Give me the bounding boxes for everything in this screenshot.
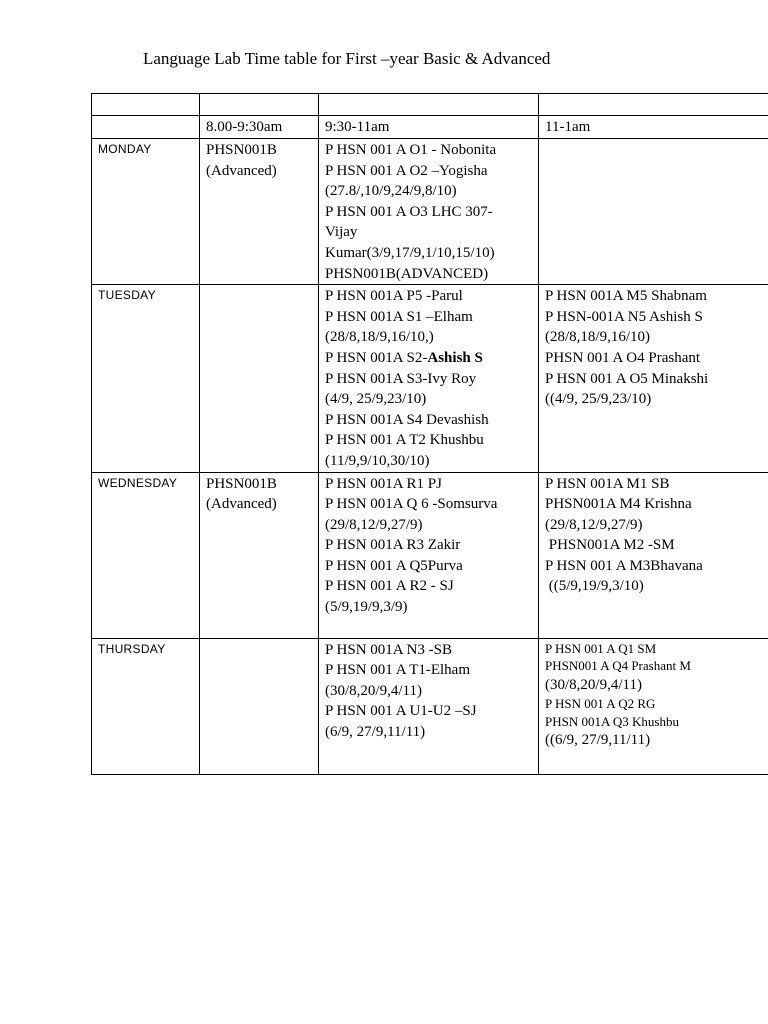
- wednesday-slot-1: [200, 472, 319, 638]
- thursday-slot-1: [200, 638, 319, 774]
- class-entry: Kumar(3/9,17/9,1/10,15/10): [325, 244, 495, 261]
- class-entry: PHSN001 A Q4 Prashant M: [545, 658, 691, 673]
- empty-cell: [319, 94, 539, 116]
- class-dates: (29/8,12/9,27/9): [545, 516, 643, 533]
- class-entry: P HSN 001 A Q1 SM: [545, 640, 657, 656]
- class-dates: (4/9, 25/9,23/10): [325, 391, 427, 408]
- class-entry: P HSN 001 A Q5Purva: [325, 557, 463, 574]
- wednesday-slot-2: [319, 472, 539, 638]
- class-entry: P HSN 001A M1 SB: [545, 475, 670, 492]
- thursday-slot-3: [539, 638, 768, 774]
- day-label-thursday: THURSDAY: [92, 638, 200, 774]
- class-entry: P HSN 001A S1 –Elham: [325, 308, 473, 325]
- empty-cell: [539, 94, 768, 116]
- day-label-wednesday: WEDNESDAY: [92, 472, 200, 638]
- row-monday: [92, 139, 768, 285]
- class-entry: P HSN 001 A U1-U2 –SJ: [325, 703, 477, 720]
- row-wednesday: [92, 472, 768, 638]
- class-entry: P HSN 001 A O2 –Yogisha: [325, 162, 488, 179]
- class-dates: (30/8,20/9,4/11): [325, 682, 422, 699]
- class-dates: (11/9,9/10,30/10): [325, 452, 430, 469]
- row-tuesday: [92, 285, 768, 472]
- class-entry: P HSN 001 A O5 Minakshi: [545, 370, 709, 387]
- class-entry: P HSN 001A P5 -Parul: [325, 288, 463, 305]
- instructor-name: Ashish S: [427, 349, 483, 366]
- header-slot-1: 8.00-9:30am: [200, 116, 319, 139]
- class-dates: (28/8,18/9,16/10): [545, 329, 650, 346]
- wednesday-slot-3: [539, 472, 768, 638]
- class-entry: PHSN 001 A O4 Prashant: [545, 349, 701, 366]
- class-dates: ((5/9,19/9,3/10): [545, 578, 644, 595]
- timetable-grid: [91, 93, 768, 775]
- class-dates: ((6/9, 27/9,11/11): [545, 732, 651, 749]
- class-entry: P HSN 001 A T2 Khushbu: [325, 432, 484, 449]
- class-entry: P HSN 001A R3 Zakir: [325, 537, 461, 554]
- day-label-tuesday: TUESDAY: [92, 285, 200, 472]
- tuesday-slot-1: [200, 285, 319, 472]
- class-entry: PHSN001A M2 -SM: [545, 537, 675, 554]
- monday-slot-2: [319, 139, 539, 285]
- row-thursday: [92, 638, 768, 774]
- header-slot-3: 11-1am: [539, 116, 768, 139]
- class-entry: P HSN 001 A M3Bhavana: [545, 557, 703, 574]
- tuesday-slot-3: [539, 285, 768, 472]
- class-entry: P HSN 001 A O3 LHC 307-: [325, 203, 493, 220]
- class-entry: P HSN 001A N3 -SB: [325, 641, 452, 658]
- class-entry: PHSN 001A Q3 Khushbu: [545, 713, 679, 729]
- class-dates: (27.8/,10/9,24/9,8/10): [325, 183, 457, 200]
- timetable: [91, 93, 768, 775]
- class-entry: PHSN001B(ADVANCED): [325, 265, 489, 282]
- class-entry: P HSN 001 A O1 - Nobonita: [325, 142, 497, 158]
- class-entry: Vijay: [325, 224, 358, 241]
- class-entry: [325, 348, 532, 369]
- class-dates: (6/9, 27/9,11/11): [325, 723, 426, 740]
- class-entry: P HSN 001 A Q2 RG: [545, 696, 656, 712]
- tuesday-slot-2: [319, 285, 539, 472]
- document-title: Language Lab Time table for First –year Basic & Advanced: [143, 49, 551, 68]
- class-entry: P HSN 001A Q 6 -Somsurva: [325, 496, 498, 513]
- class-dates: (30/8,20/9,4/11): [545, 676, 642, 693]
- class-dates: (5/9,19/9,3/9): [325, 599, 408, 616]
- class-entry: P HSN 001 A T1-Elham: [325, 662, 471, 679]
- header-slot-2: 9:30-11am: [319, 116, 539, 139]
- header-day-cell: [92, 116, 200, 139]
- class-entry: P HSN 001 A R2 - SJ: [325, 578, 454, 595]
- empty-cell: [200, 94, 319, 116]
- empty-cell: [92, 94, 200, 116]
- monday-slot-1: [200, 139, 319, 285]
- class-entry: PHSN001A M4 Krishna: [545, 496, 692, 513]
- class-entry: P HSN 001A M5 Shabnam: [545, 288, 707, 305]
- class-entry: P HSN 001A S3-Ivy Roy: [325, 370, 477, 387]
- class-entry: (Advanced): [206, 162, 277, 179]
- thursday-slot-2: [319, 638, 539, 774]
- class-entry: P HSN-001A N5 Ashish S: [545, 308, 703, 325]
- class-entry: P HSN 001A R1 PJ: [325, 475, 442, 492]
- day-label-monday: MONDAY: [92, 139, 200, 285]
- class-entry: (Advanced): [206, 496, 277, 513]
- header-row: [92, 116, 768, 139]
- class-entry: PHSN001B: [206, 142, 277, 158]
- monday-slot-3: [539, 139, 768, 285]
- class-dates: (28/8,18/9,16/10,): [325, 329, 434, 346]
- blank-row: [92, 94, 768, 116]
- class-dates: ((4/9, 25/9,23/10): [545, 391, 652, 408]
- class-entry: PHSN001B: [206, 475, 277, 492]
- class-code: P HSN 001A S2-: [325, 349, 428, 366]
- class-entry: P HSN 001A S4 Devashish: [325, 411, 489, 428]
- class-dates: (29/8,12/9,27/9): [325, 516, 423, 533]
